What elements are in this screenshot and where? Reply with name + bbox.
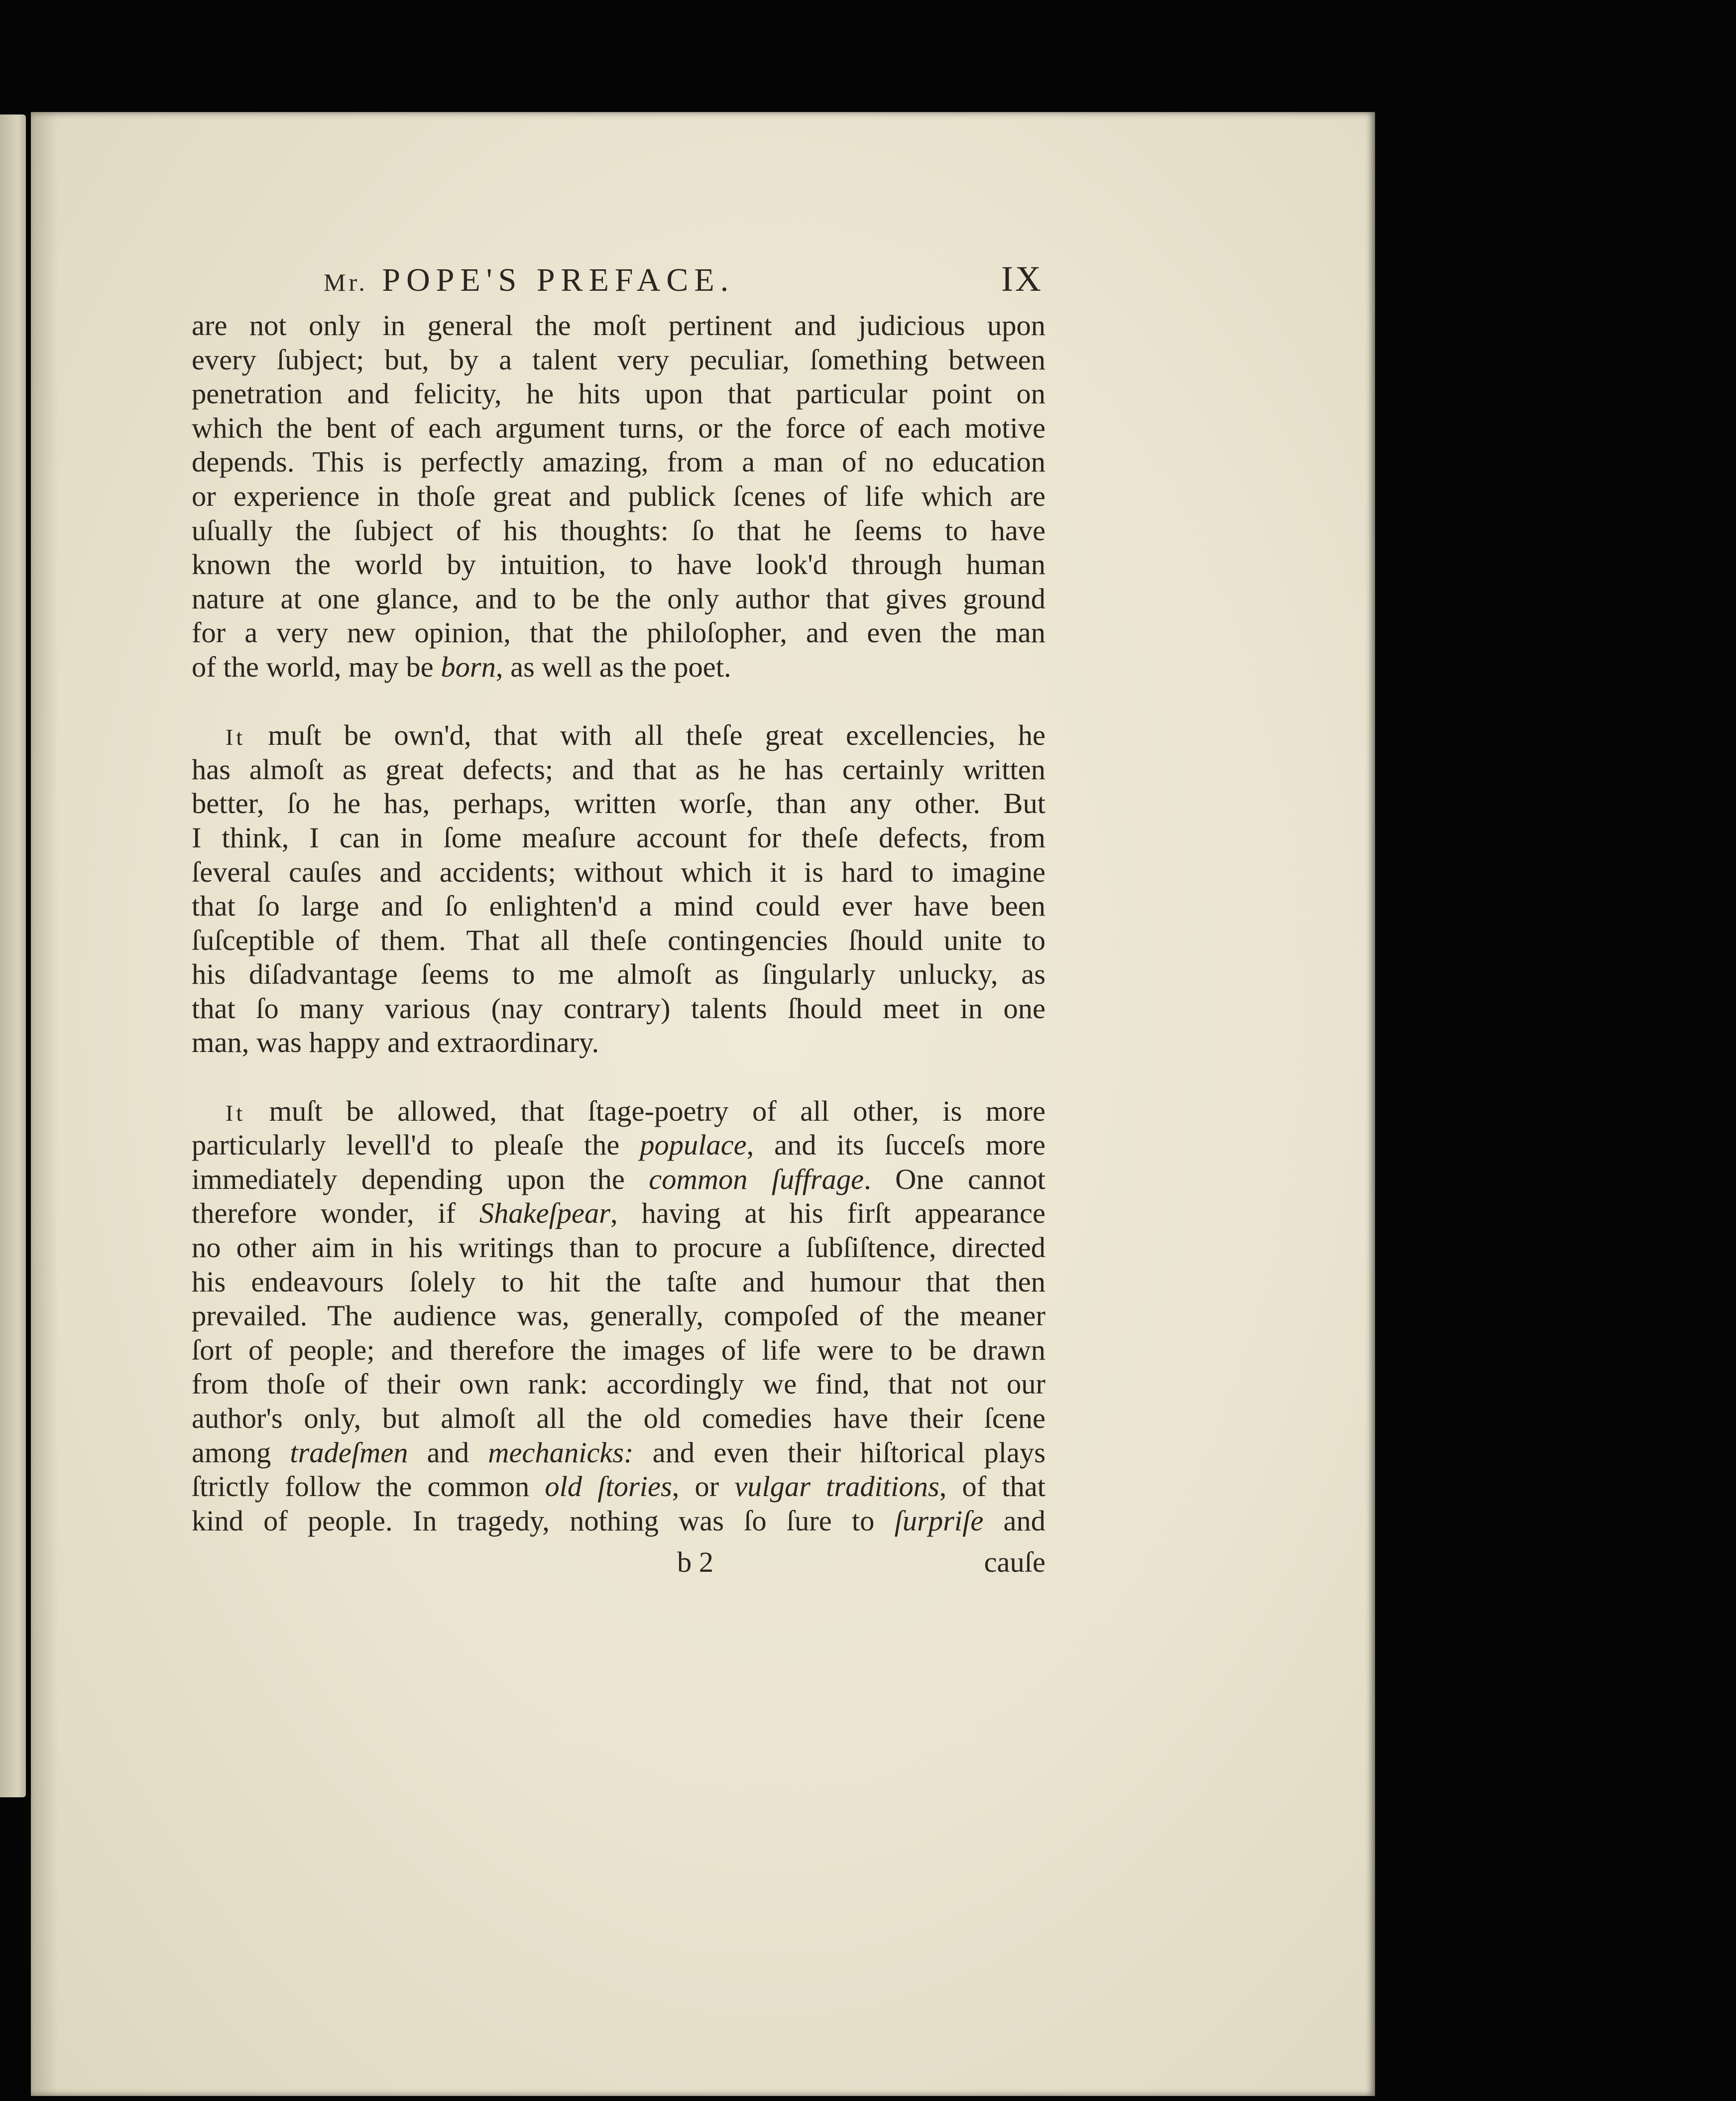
text-line: that ſo large and ſo enlighten'd a mind could ever have been [192,890,1045,923]
text-span: therefore wonder, if [192,1197,479,1230]
text-span: of the world, may be [192,650,441,683]
text-line: his diſadvantage ſeems to me almoſt as ſingularly unlucky, as [192,958,1045,991]
text-line [192,1470,1045,1504]
italic-word: tradeſmen [290,1436,408,1469]
text-line: or experience in thoſe great and publick ſcenes of life which are [192,479,1045,512]
text-span: , having at his firſt appearance [610,1197,1045,1230]
text-line: which the bent of each argument turns, or the force of each motive [192,411,1045,444]
text-line: no other aim in his writings than to procure a ſubſiſtence, directed [192,1231,1045,1264]
italic-word: populace [640,1129,747,1162]
text-span: kind of people. In tragedy, nothing was ſo ſure to [192,1504,895,1537]
italic-word: old ſtories [545,1470,672,1503]
text-line [192,1436,1045,1470]
text-span: immediately depending upon the [192,1163,649,1195]
text-line: has almoſt as great defects; and that as he has certainly written [192,753,1045,786]
text-line: ſuſceptible of them. That all theſe contingencies ſhould unite to [192,924,1045,956]
previous-page-edge [0,115,26,1797]
text-line: prevailed. The audience was, generally, compoſed of the meaner [192,1299,1045,1332]
text-span: among [192,1436,290,1469]
italic-word: born [441,650,496,683]
text-line [192,1094,1045,1129]
page-gutter-shadow [31,112,58,2096]
paragraph-2 [192,718,1045,1060]
text-span: . One cannot [864,1163,1045,1195]
signature-mark: b 2 [677,1546,714,1578]
text-span: , and its ſucceſs more [746,1129,1045,1162]
italic-word: ſurpriſe [894,1504,984,1537]
text-span: and [408,1436,488,1469]
text-line: that ſo many various (nay contrary) talents ſhould meet in one [192,992,1045,1025]
text-line: man, was happy and extraordinary. [192,1026,599,1059]
text-line: uſually the ſubject of his thoughts: ſo that he ſeems to have [192,514,1045,547]
text-line [192,1196,1045,1231]
catchword: cauſe [984,1546,1045,1578]
small-caps-lead: It [226,724,246,750]
text-line: ſeveral cauſes and accidents; without which it is hard to imagine [192,855,1045,888]
text-span: muſt be allowed, that ſtage-poetry of all other, is more [245,1094,1045,1127]
text-line: author's only, but almoſt all the old comedies have their ſcene [192,1402,1045,1434]
text-line: from thoſe of their own rank: accordingly we find, that not our [192,1368,1045,1401]
running-head-title: POPE'S PREFACE. [382,262,735,298]
text-line [192,1504,1045,1538]
text-line: I think, I can in ſome meaſure account for theſe defects, from [192,821,1045,854]
text-line [192,718,1045,753]
text-line: his endeavours ſolely to hit the taſte and humour that then [192,1265,1045,1298]
text-span: particularly levell'd to pleaſe the [192,1129,640,1162]
text-line: every ſubject; but, by a talent very peculiar, ſomething between [192,343,1045,376]
text-line: better, ſo he has, perhaps, written worſe, than any other. But [192,787,1045,820]
small-caps-lead: It [226,1100,246,1126]
text-span: ſtrictly follow the common [192,1470,545,1503]
italic-word: common ſuffrage [649,1163,864,1195]
text-line: depends. This is perfectly amazing, from a man of no education [192,446,1045,478]
paragraph-1 [192,309,1045,685]
text-line: penetration and felicity, he hits upon that particular point on [192,377,1045,410]
italic-word: vulgar traditions [734,1470,939,1503]
text-span: and even their hiſtorical plays [633,1436,1045,1469]
text-span: , or [672,1470,735,1503]
paragraph-spacer [192,685,1045,719]
text-span: , of that [939,1470,1046,1503]
text-span: muſt be own'd, that with all theſe great excellencies, he [245,719,1045,752]
text-line [192,650,1045,685]
italic-word: Shakeſpear [479,1197,611,1230]
paragraph-spacer [192,1060,1045,1094]
running-head [324,261,734,299]
italic-word: mechanicks: [488,1436,634,1469]
text-span: , as well as the poet. [495,650,731,683]
text-span: and [983,1504,1045,1537]
running-head-prefix: Mr. [324,268,368,296]
text-line: are not only in general the moſt pertinent and judicious upon [192,309,1045,342]
text-line [192,1163,1045,1197]
text-line: ſort of people; and therefore the images of life were to be drawn [192,1333,1045,1366]
text-line: nature at one glance, and to be the only author that gives ground [192,582,1045,615]
text-line: for a very new opinion, that the philoſopher, and even the man [192,616,1045,649]
page-footer [192,1545,1045,1580]
text-line: known the world by intuition, to have look'd through human [192,548,1045,581]
page-header [324,256,1043,306]
text-line [192,1128,1045,1163]
page-number: IX [1001,259,1043,299]
paragraph-3 [192,1094,1045,1538]
body-text [192,309,1045,1538]
